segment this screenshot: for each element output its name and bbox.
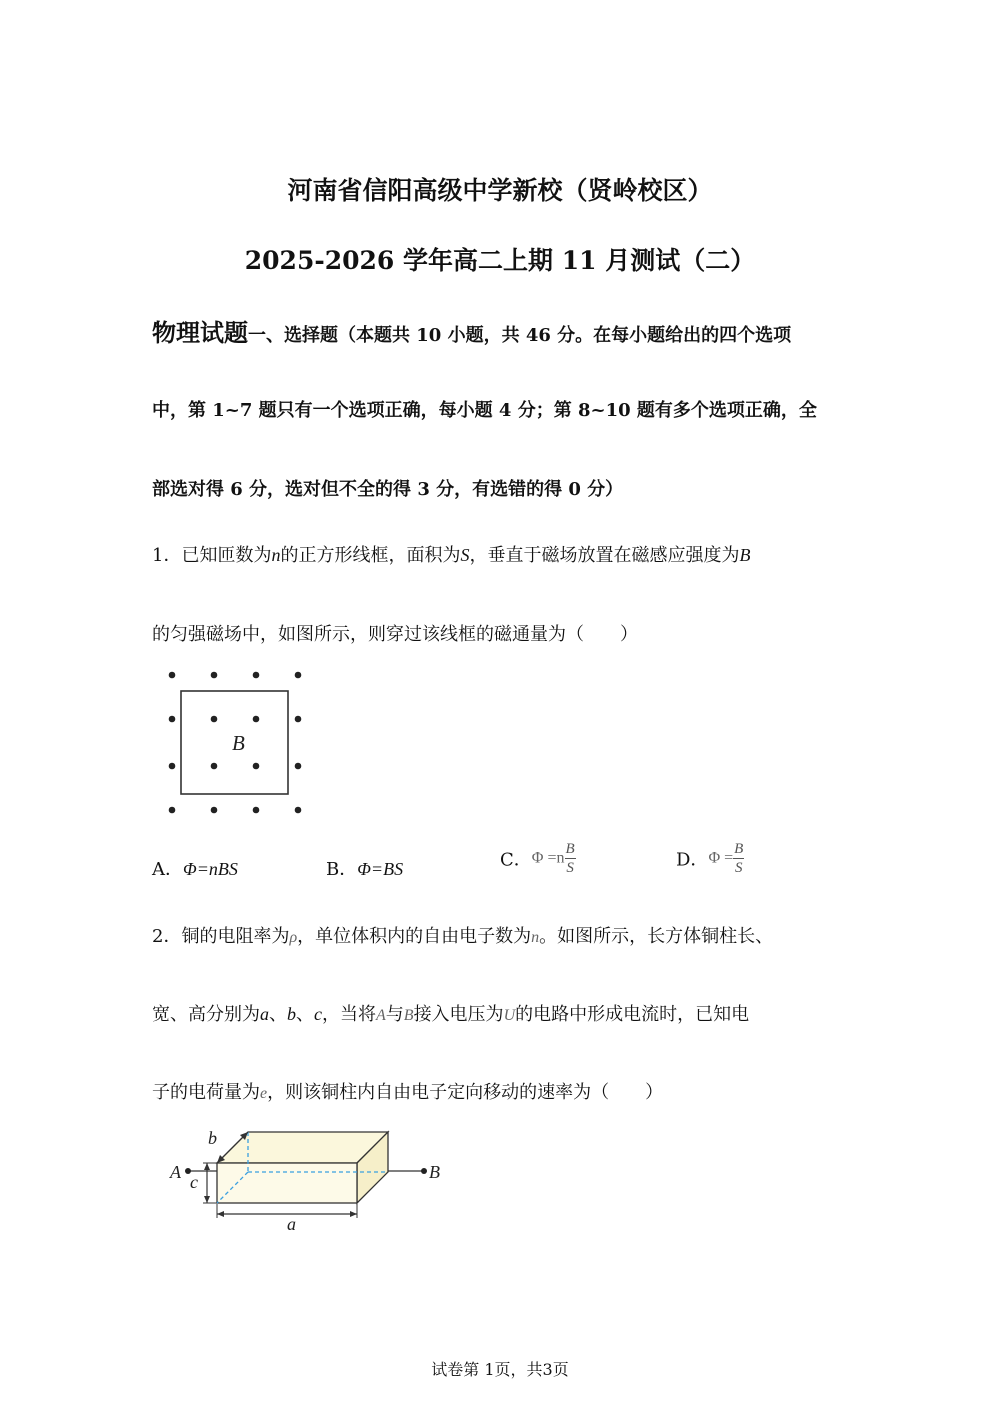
- arrowhead: [204, 1163, 210, 1170]
- field-dot: [169, 716, 176, 723]
- field-dot: [295, 716, 302, 723]
- q2-text: 接入电压为: [413, 1004, 504, 1025]
- label-b-point: B: [429, 1162, 440, 1182]
- q1-var-b: B: [739, 545, 751, 565]
- q2-text: ，当将: [322, 1004, 376, 1025]
- option-b: [326, 855, 403, 881]
- field-dot: [295, 672, 302, 679]
- instruction-line-2: 中，第 1~7 题只有一个选项正确，每小题 4 分；第 8~10 题有多个选项正确，全: [152, 400, 817, 421]
- q2-var-c: c: [314, 1004, 322, 1024]
- q1-text: 的正方形线框，面积为: [280, 545, 461, 566]
- q2-text: 与: [385, 1004, 404, 1025]
- label-a: A: [170, 1162, 181, 1182]
- q2-var-b: b: [287, 1004, 296, 1024]
- q2-line-3: [152, 1078, 663, 1104]
- copper-block-figure: [160, 1122, 460, 1237]
- field-dot: [295, 763, 302, 770]
- q1-var-n: n: [271, 545, 281, 565]
- terminal-b: [421, 1168, 427, 1174]
- q2-text: 。如图所示，长方体铜柱长、: [539, 926, 774, 947]
- option-c-prefix: Φ =n: [531, 849, 565, 867]
- q2-var-a: a: [260, 1004, 269, 1024]
- q2-var-u: U: [503, 1007, 516, 1024]
- option-c-denominator: S: [566, 860, 574, 876]
- option-b-text: Φ=BS: [357, 859, 404, 879]
- q2-var-b-point: B: [403, 1007, 414, 1024]
- field-dot: [253, 807, 260, 814]
- q1-text: ，垂直于磁场放置在磁感应强度为: [469, 545, 740, 566]
- page-footer: 试卷第 1页，共3页: [431, 1360, 569, 1379]
- q2-var-e: e: [260, 1085, 268, 1102]
- q2-text: 的电路中形成电流时，已知电: [515, 1004, 750, 1025]
- option-a-label: A．: [152, 859, 183, 880]
- q1-text: 1．已知匝数为: [152, 545, 272, 566]
- field-dot: [169, 672, 176, 679]
- option-d-prefix: Φ =: [708, 849, 734, 867]
- q1-line-2: 的匀强磁场中，如图所示，则穿过该线框的磁通量为（ ）: [152, 624, 638, 645]
- q2-text: ，则该铜柱内自由电子定向移动的速率为（ ）: [267, 1082, 664, 1103]
- option-d-numerator: B: [734, 841, 744, 857]
- q2-var-a-point: A: [376, 1007, 386, 1024]
- field-dot: [211, 716, 218, 723]
- field-dot: [169, 763, 176, 770]
- option-b-label: B．: [326, 859, 358, 880]
- field-dot: [253, 763, 260, 770]
- exam-title: 2025-2026 学年高二上期 11 月测试（二）: [244, 246, 756, 275]
- option-c: [500, 840, 576, 877]
- instruction-line-1: 一、选择题（本题共 10 小题，共 46 分。在每小题给出的四个选项: [248, 325, 792, 346]
- q2-var-n: n: [531, 929, 540, 946]
- section-heading: [152, 313, 791, 348]
- subject-label: 物理试题: [152, 318, 248, 347]
- arrowhead: [204, 1196, 210, 1203]
- q2-sep: 、: [269, 1004, 287, 1025]
- q2-var-rho: ρ: [289, 929, 298, 946]
- block-front-face: [217, 1163, 357, 1203]
- arrowhead: [217, 1211, 224, 1217]
- option-c-label: C．: [500, 849, 532, 871]
- option-a-text: Φ=nBS: [183, 859, 238, 879]
- q2-text: ，单位体积内的自由电子数为: [297, 926, 532, 947]
- label-c: c: [190, 1172, 198, 1192]
- magnetic-field-figure: [160, 665, 310, 820]
- option-c-fraction: [565, 840, 576, 877]
- option-d: [676, 840, 744, 877]
- option-d-label: D．: [676, 849, 709, 871]
- q2-text: 宽、高分别为: [152, 1004, 260, 1025]
- field-dot: [295, 807, 302, 814]
- label-a-length: a: [287, 1214, 296, 1234]
- field-dot: [253, 672, 260, 679]
- q2-sep: 、: [296, 1004, 314, 1025]
- q2-line-2: [152, 1000, 749, 1026]
- field-dot: [211, 763, 218, 770]
- arrowhead: [350, 1211, 357, 1217]
- q1-var-s: S: [460, 545, 470, 565]
- q2-text: 2．铜的电阻率为: [152, 926, 290, 947]
- option-d-fraction: [733, 840, 744, 877]
- q1-line-1: [152, 541, 750, 567]
- option-d-denominator: S: [734, 860, 743, 876]
- option-a: [152, 855, 238, 881]
- instruction-line-3: 部选对得 6 分，选对但不全的得 3 分，有选错的得 0 分）: [152, 479, 624, 500]
- field-dot: [211, 807, 218, 814]
- field-dot: [211, 672, 218, 679]
- q2-line-1: [152, 922, 773, 948]
- option-c-numerator: B: [565, 841, 575, 857]
- q2-text: 子的电荷量为: [152, 1082, 260, 1103]
- field-label-b: B: [232, 731, 245, 755]
- field-dot: [169, 807, 176, 814]
- label-b: b: [208, 1128, 217, 1148]
- field-dot: [253, 716, 260, 723]
- school-title: 河南省信阳高级中学新校（贤岭校区）: [287, 176, 713, 205]
